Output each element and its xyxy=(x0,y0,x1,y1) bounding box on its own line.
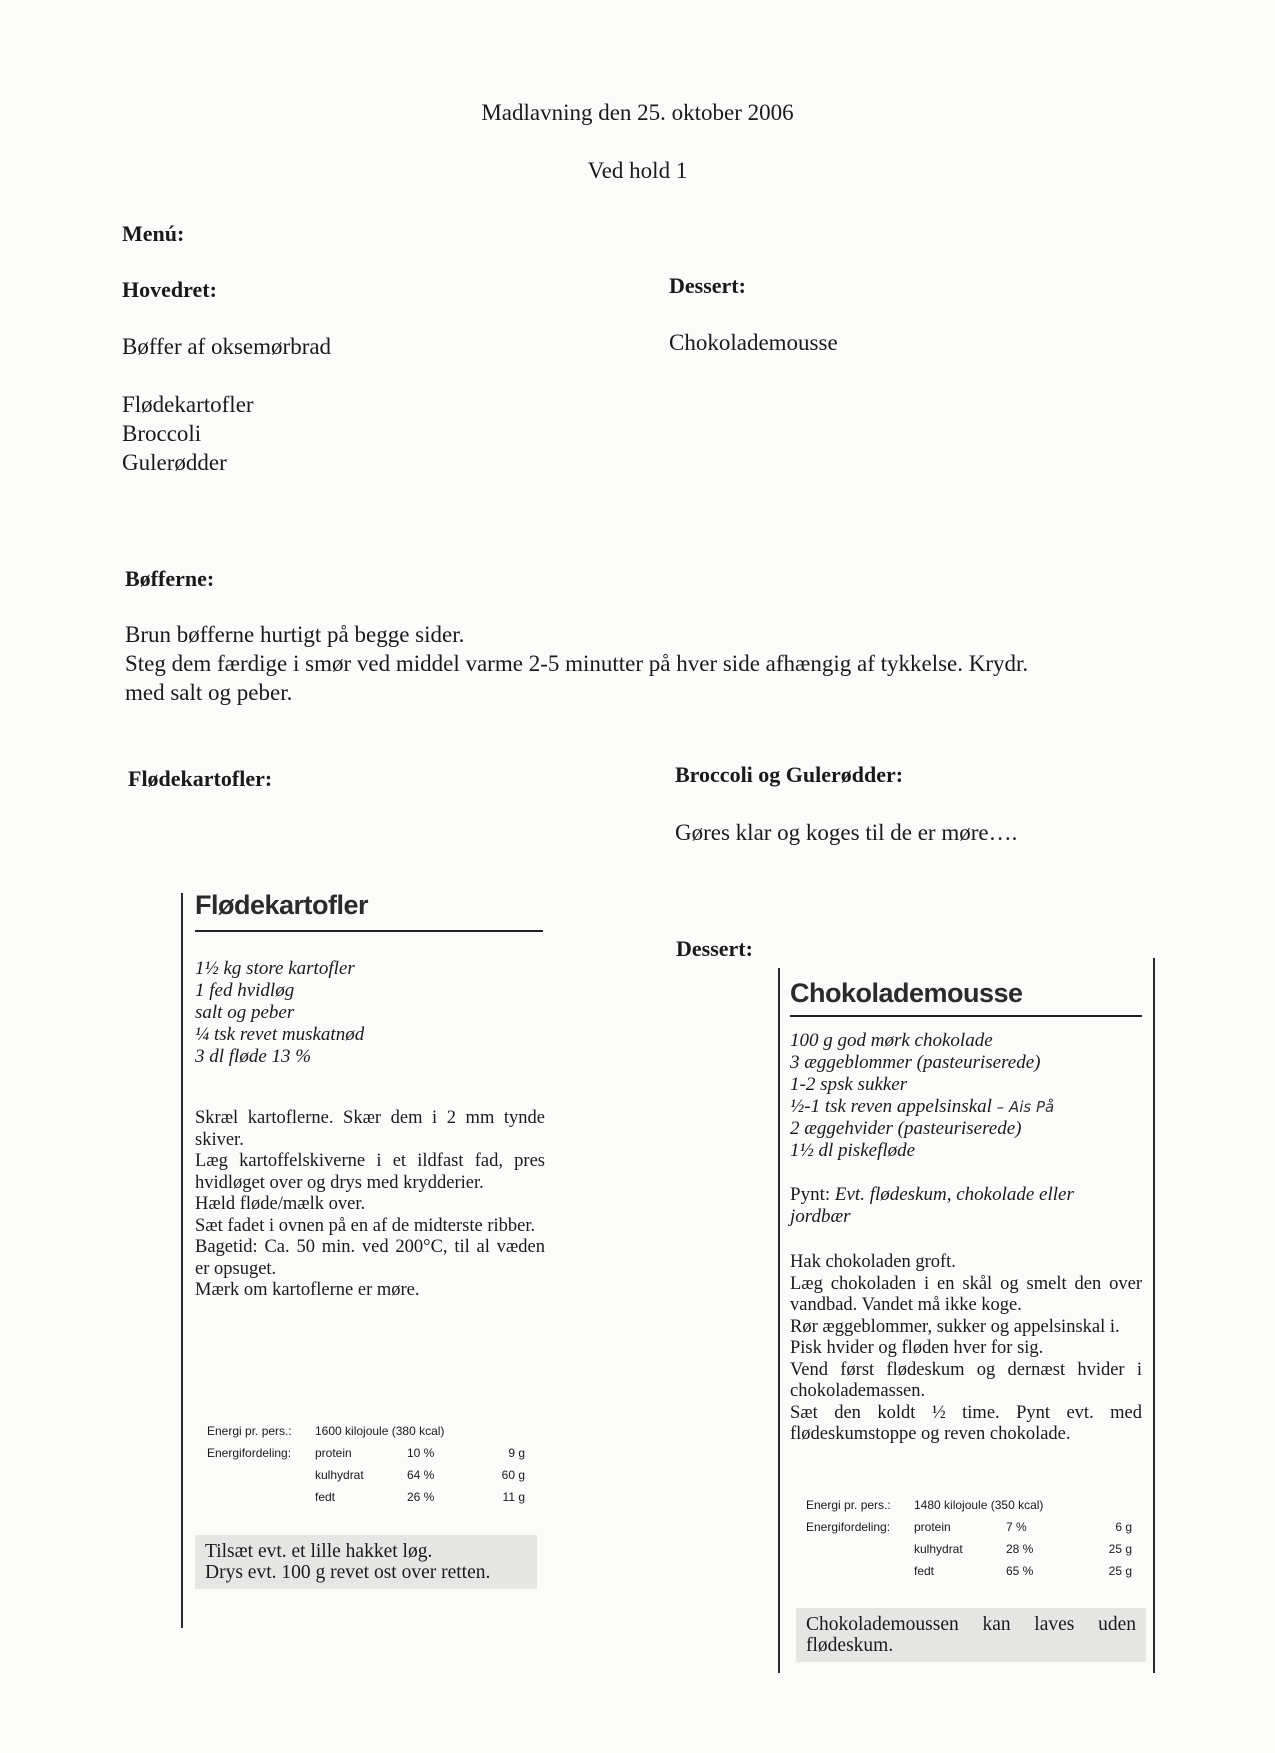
distribution-label: Energifordeling: xyxy=(806,1520,891,1534)
garnish-label: Pynt: xyxy=(790,1184,831,1205)
potato-ingredients xyxy=(195,958,364,1068)
ingredient: 2 æggehvider (pasteuriserede) xyxy=(790,1118,1022,1139)
title-underline xyxy=(790,1015,1142,1017)
step: Læg kartoffelskiverne i et ildfast fad, pres hvidløget over og drys med krydderier. xyxy=(195,1151,545,1193)
ingredient: 1½ dl piskefløde xyxy=(790,1140,916,1161)
step: Pisk hvider og fløden hver for sig. xyxy=(790,1338,1044,1358)
nutrient-grams: 9 g xyxy=(508,1446,525,1460)
recipe-mousse-title: Chokolademousse xyxy=(790,978,1023,1008)
ingredient: 3 dl fløde 13 % xyxy=(195,1046,312,1067)
nutrient-name: protein xyxy=(315,1446,352,1460)
boeffer-label: Bøfferne: xyxy=(125,566,215,591)
ingredient: 3 æggeblommer (pasteuriserede) xyxy=(790,1052,1041,1073)
main-item-1: Bøffer af oksemørbrad xyxy=(122,334,332,359)
dessert-section-label: Dessert: xyxy=(676,936,753,961)
mousse-garnish xyxy=(790,1184,1130,1228)
dessert-label: Dessert: xyxy=(669,273,746,298)
menu-label: Menú: xyxy=(122,221,185,246)
garnish-text: Evt. flødeskum, chokolade eller jordbær xyxy=(790,1184,1074,1227)
nutrient-pct: 28 % xyxy=(1006,1542,1034,1556)
potato-steps xyxy=(195,1108,545,1302)
broccoli-text: Gøres klar og koges til de er møre…. xyxy=(675,820,1018,845)
boeffer-instructions xyxy=(125,620,1185,707)
step: Rør æggeblommer, sukker og appelsinskal i. xyxy=(790,1316,1120,1337)
nutrient-grams: 11 g xyxy=(502,1490,525,1504)
title-underline xyxy=(195,930,543,932)
ingredient: ½-1 tsk reven appelsinskal xyxy=(790,1096,992,1117)
nutrient-pct: 65 % xyxy=(1006,1564,1034,1578)
mousse-ingredients xyxy=(790,1030,1142,1162)
handwritten-note: – Ais På xyxy=(996,1098,1055,1116)
dessert-item: Chokolademousse xyxy=(669,330,838,355)
recipe-potatoes xyxy=(195,890,545,1583)
nutrient-grams: 60 g xyxy=(501,1468,525,1482)
nutrient-name: fedt xyxy=(914,1564,935,1578)
tip-line: Chokolademoussen kan laves uden flødeskum. xyxy=(806,1614,1136,1656)
boeffer-line-1: Brun bøfferne hurtigt på begge sider. xyxy=(125,622,465,647)
main-item-4: Gulerødder xyxy=(122,450,227,475)
mousse-tip-box xyxy=(796,1608,1146,1662)
nutrient-grams: 6 g xyxy=(1115,1520,1132,1534)
boeffer-line-2: Steg dem færdige i smør ved middel varme 2-5 minutter på hver side afhængig af tykkelse. Krydr. xyxy=(125,651,1029,676)
step: Vend først flødeskum og dernæst hvider i chokolademassen. xyxy=(790,1359,1142,1401)
nutrient-name: kulhydrat xyxy=(315,1468,364,1482)
tip-line: Tilsæt evt. et lille hakket løg. xyxy=(205,1541,433,1562)
ingredient: ¼ tsk revet muskatnød xyxy=(195,1024,365,1045)
nutrient-name: fedt xyxy=(315,1490,336,1504)
step: Sæt den koldt ½ time. Pynt evt. med flødeskumstoppe og reven chokolade. xyxy=(790,1402,1142,1444)
ingredient: 1 fed hvidløg xyxy=(195,980,295,1001)
recipe-potatoes-title: Flødekartofler xyxy=(195,890,369,920)
nutrient-pct: 7 % xyxy=(1006,1520,1027,1534)
step: Sæt fadet i ovnen på en af de midterste ribber. xyxy=(195,1215,536,1236)
nutrient-name: protein xyxy=(914,1520,951,1534)
ingredient-with-note xyxy=(790,1096,1142,1118)
potato-tip-box xyxy=(195,1535,537,1589)
energy-label: Energi pr. pers.: xyxy=(207,1424,292,1438)
step: Mærk om kartoflerne er møre. xyxy=(195,1280,420,1300)
step: Skræl kartoflerne. Skær dem i 2 mm tynde skiver. xyxy=(195,1108,545,1150)
energy-value: 1480 kilojoule (350 kcal) xyxy=(914,1498,1044,1512)
nutrient-pct: 64 % xyxy=(407,1468,435,1482)
nutrient-pct: 26 % xyxy=(407,1490,435,1504)
broccoli-label: Broccoli og Gulerødder: xyxy=(675,762,904,787)
mousse-nutrition xyxy=(806,1494,1132,1582)
main-course-label: Hovedret: xyxy=(122,277,217,302)
page-subtitle: Ved hold 1 xyxy=(587,158,688,183)
step: Bagetid: Ca. 50 min. ved 200°C, til al væden er opsuget. xyxy=(195,1237,545,1279)
step: Hak chokoladen groft. xyxy=(790,1252,956,1272)
ingredient: 100 g god mørk chokolade xyxy=(790,1030,993,1051)
recipe-mousse xyxy=(790,978,1142,1656)
clipping-border-left xyxy=(778,968,780,1673)
tip-line: Drys evt. 100 g revet ost over retten. xyxy=(205,1562,491,1583)
page-title: Madlavning den 25. oktober 2006 xyxy=(481,100,794,125)
nutrient-grams: 25 g xyxy=(1108,1542,1132,1556)
clipping-border-right xyxy=(1153,958,1155,1673)
nutrient-pct: 10 % xyxy=(407,1446,435,1460)
ingredient: 1-2 spsk sukker xyxy=(790,1074,908,1095)
mousse-steps xyxy=(790,1252,1142,1446)
ingredient: 1½ kg store kartofler xyxy=(195,958,355,979)
side-dishes-list xyxy=(122,390,254,477)
flodekartofler-label: Flødekartofler: xyxy=(128,766,273,791)
main-item-2: Flødekartofler xyxy=(122,392,254,417)
energy-label: Energi pr. pers.: xyxy=(806,1498,891,1512)
clipping-border-left xyxy=(181,893,183,1628)
ingredient: salt og peber xyxy=(195,1002,295,1023)
distribution-label: Energifordeling: xyxy=(207,1446,292,1460)
main-item-3: Broccoli xyxy=(122,421,202,446)
step: Læg chokoladen i en skål og smelt den over vandbad. Vandet må ikke koge. xyxy=(790,1273,1142,1315)
energy-value: 1600 kilojoule (380 kcal) xyxy=(315,1424,445,1438)
nutrient-name: kulhydrat xyxy=(914,1542,963,1556)
step: Hæld fløde/mælk over. xyxy=(195,1194,366,1214)
potato-nutrition xyxy=(207,1420,525,1508)
boeffer-line-3: med salt og peber. xyxy=(125,680,293,705)
nutrient-grams: 25 g xyxy=(1108,1564,1132,1578)
